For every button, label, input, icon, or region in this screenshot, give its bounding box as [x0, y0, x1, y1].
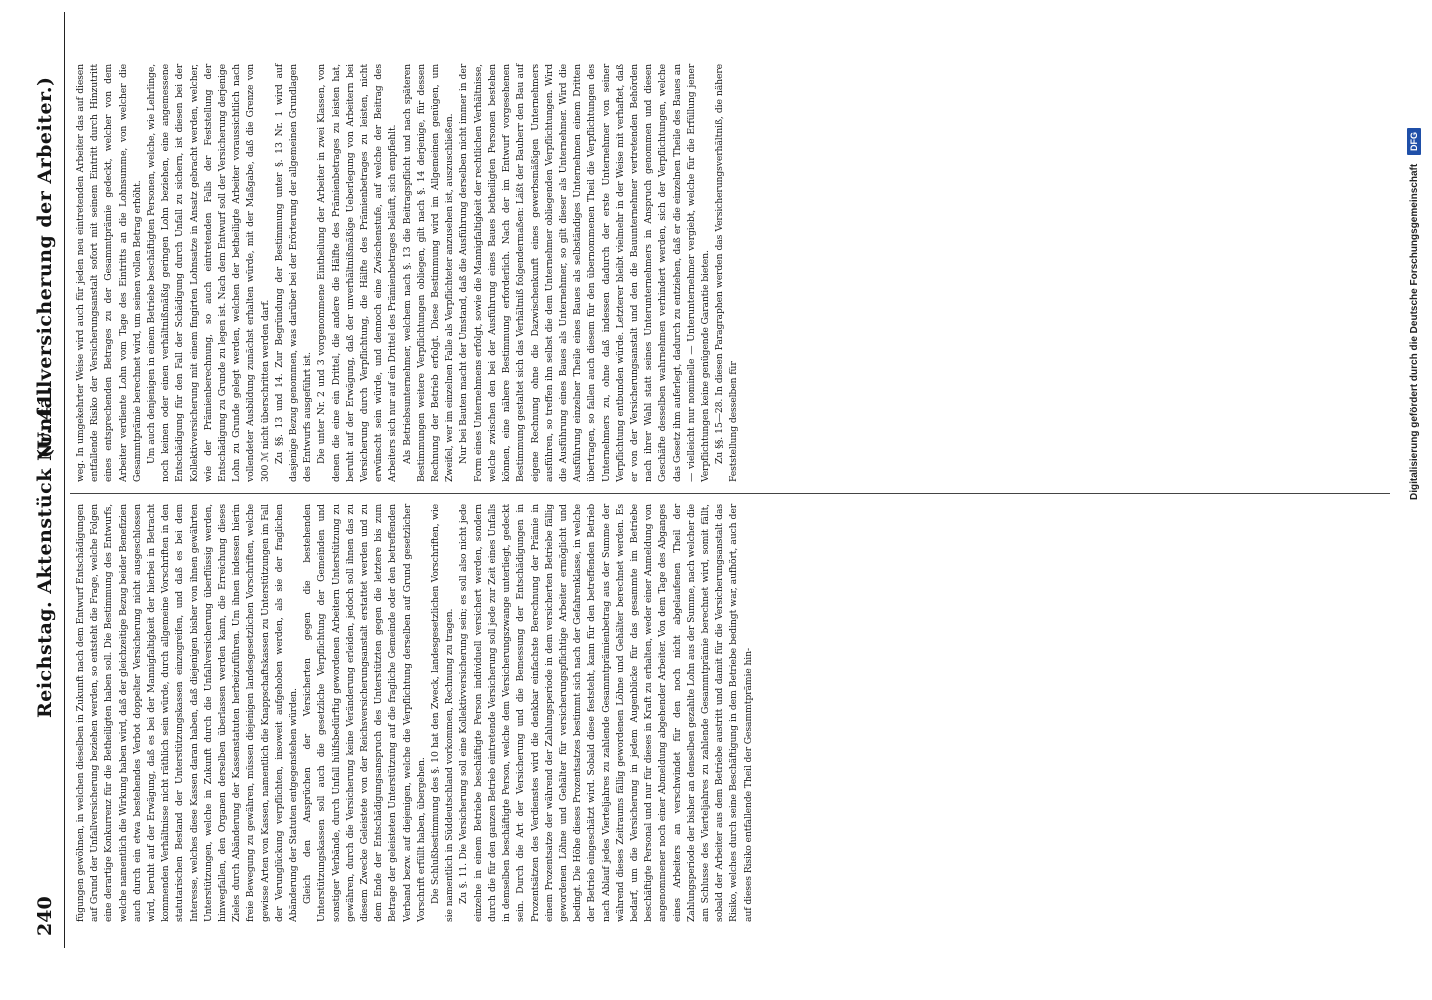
paragraph: Zu §. 11. Die Versicherung soll eine Kollektivversicherung sein; es soll also nicht jede einzelne in einem Betriebe beschäftigte Person individuell versichert werden, sondern durch die für den ganzen Betrieb eintretende Versicherung soll jede zur Zeit eines Unfalls in demselben beschäftigte Person, welche dem Versicherungszwange unterliegt, gedeckt sein. Durch die Art der Versicherung und die Bemessung der Entschädigungen in Prozentsätzen des Verdienstes wird die denkbar einfachste Berechnung der Prämie in einem Prozentsatze der während der Zahlungsperiode in dem versicherten Betriebe fällig gewordenen Löhne und Gehälter für versicherungspflichtige Arbeiter ermöglicht und bedingt. Die Höhe dieses Prozentsatzes bestimmt sich nach der Gefahrenklasse, in welche der Betrieb eingeschätzt wird. Sobald diese feststeht, kann für den betreffenden Betrieb nach Ablauf jedes Vierteljahres zu zahlende Gesammtprämienbetrag aus der Summe der während dieses Zeitraums fällig gewordenen Löhne und Gehälter berechnet werden. Es bedarf, um die Versicherung in jedem Augenblicke für das gesammte im Betriebe beschäftigte Personal und nur für dieses in Kraft zu erhalten, weder einer Anmeldung von angenommener noch einer Abmeldung abgehender Arbeiter. Von dem Tage des Abganges eines Arbeiters an verschwindet für den noch nicht abgelaufenen Theil der Zahlungsperiode der bisher an denselben gezahlte Lohn aus der Summe, nach welcher die am Schlusse des Vierteljahres zu zahlende Gesammtprämie berechnet wird, somit fällt, sobald der Arbeiter aus dem Betriebe austritt und damit für die Versicherungsanstalt das Risiko, welches durch seine Beschäftigung in dem Betriebe bedingt war, aufhört, auch der auf dieses Risiko entfallende Theil der Gesammtprämie hin-	[458, 504, 754, 922]
dfg-logo: DFG	[1407, 128, 1421, 155]
paragraph: fügungen gewöhnen, in welchen dieselben in Zukunft nach dem Entwurf Entschädigungen auf Grund der Unfallversicherung beziehen werden, so entsteht die Frage, welche Folgen eine derartige Konkurrenz für die Betheiligten haben soll. Die Bestimmung des Entwurfs, welche namentlich die Wirkung haben wird, daß der gleichzeitige Bezug beider Benefizien auch durch ein etwa bestehendes Verbot doppelter Versicherung nicht ausgeschlossen wird, beruht auf der Erwägung, daß es bei der Mannigfaltigkeit der hierbei in Betracht kommenden Verhältnisse nicht räthlich sein würde, durch allgemeine Vorschriften in den statutarischen Bestand der Unterstützungskassen einzugreifen, und daß es bei dem Interesse, welches diese Kassen daran haben, daß diejenigen bisher von ihnen gewährten Unterstützungen, welche in Zukunft durch die Unfallversicherung überflüssig werden, hinwegfallen, den Organen derselben überlassen werden kann, die Erreichung dieses Zieles durch Abänderung der Kassenstatuten herbeizuführen. Um ihnen indessen hierin freie Bewegung zu gewähren, müssen diejenigen landesgesetzlichen Vorschriften, welche gewisse Arten von Kassen, namentlich die Knappschaftskassen zu Unterstützungen im Fall der Verunglückung verpflichten, insoweit aufgehoben werden, als sie der fraglichen Abänderung der Statuten entgegenstehen würden.	[75, 504, 300, 922]
digitization-attribution	[1404, 10, 1426, 500]
paragraph: Die unter Nr. 2 und 3 vorgenommene Eintheilung der Arbeiter in zwei Klassen, von denen die eine ein Drittel, die andere die Hälfte des Prämienbetrages zu leisten hat, beruht auf der Erwägung, daß der unverhältnißmäßige Ueberlegung von Arbeitern bei Versicherung durch Verpflichtung, die Hälfte des Prämienbetrages zu leisten, nicht erwünscht sein würde, und dennoch eine Zwischenstufe, auf welche der Beitrag des Arbeiters sich nur auf ein Drittel des Prämienbetrages beläuft, sich empfiehlt.	[316, 64, 399, 482]
running-header	[28, 12, 62, 948]
paragraph: Gleich den Ansprüchen der Versicherten gegen die bestehenden Unterstützungskassen soll auch die gesetzliche Verpflichtung der Gemeinden und sonstiger Verbände, durch Unfall hülfsbedürftig gewordenen Arbeitern Unterstützung zu gewähren, durch die Versicherung keine Veränderung erleiden, jedoch soll ihnen das zu diesem Zwecke Geleistete von der Reichsversicherungsanstalt erstattet werden und zu dem Ende der Entschädigungsanspruch des Unterstützten gegen die letztere bis zum Betrage der geleisteten Unterstützung auf die fragliche Gemeinde oder den betreffenden Verband bezw. auf diejenigen, welche die Verpflichtung derselben auf Grund gesetzlicher Vorschrift erfüllt haben, übergehen.	[302, 504, 427, 922]
paragraph: Nur bei Bauten macht der Umstand, daß die Ausführung derselben nicht immer in der Form eines Unternehmens erfolgt, sowie die Mannigfaltigkeit der rechtlichen Verhältnisse, welche zwischen den bei der Ausführung eines Baues betheiligten Personen bestehen können, eine nähere Bestimmung erforderlich. Nach der im Entwurf vorgesehenen Bestimmung gestaltet sich das Verhältniß folgendermaßen: Läßt der Bauherr den Bau auf eigene Rechnung ohne die Dazwischenkunft eines gewerbsmäßigen Unternehmers ausführen, so treffen ihn selbst die dem Unternehmer obliegenden Verpflichtungen. Wird die Ausführung eines Baues als Unternehmer, so gilt dieser als Unternehmer. Wird die Ausführung einzelner Theile eines Baues als selbständiges Unternehmen einem Dritten übertragen, so fallen auch diesem für den übernommenen Theil die Verpflichtungen des Unternehmers zu, ohne daß indessen dadurch der erste Unternehmer von seiner Verpflichtung entbunden würde. Letzterer bleibt vielmehr in der Weise mit verhaftet, daß er von der Versicherungsanstalt und den die Bauunternehmer vertretenden Behörden nach ihrer Wahl statt seines Unterunternehmers in Anspruch genommen und diesen Geschäfte desselben wahrnehmen verhindert werden, sich der Verpflichtungen, welche das Gesetz ihm auferlegt, dadurch zu entziehen, daß er die einzelnen Theile des Baues an — vielleicht nur nominelle — Unterunternehmer vergiebt, welche für die Erfüllung jener Verpflichtungen keine genügende Garantie bieten.	[458, 64, 711, 482]
header-title: Reichstag. Aktenstück Nr. 41.	[34, 385, 56, 718]
paragraph: Als Betriebsunternehmer, welchem nach §. 13 die Beitragspflicht und nach späteren Bestimmungen weitere Verpflichtungen obliegen, gilt nach §. 14 derjenige, für dessen Rechnung der Betrieb erfolgt. Diese Bestimmung wird im Allgemeinen genügen, um Zweifel, wer im einzelnen Falle als Verpflichteter anzusehen ist, auszuschließen.	[401, 64, 456, 482]
header-subject: (Unfallversicherung der Arbeiter.)	[34, 76, 56, 458]
text-column-right	[74, 64, 742, 482]
paragraph: Zu §§. 13 und 14. Zur Begründung der Bestimmung unter §. 13 Nr. 1 wird auf dasjenige Bezug genommen, was darüber bei der Erörterung der allgemeinen Grundlagen des Entwurfs ausgeführt ist.	[273, 64, 314, 482]
attribution-text: Digitalisierung gefördert durch die Deutsche Forschungsgemeinschaft	[1409, 163, 1420, 500]
page-number: 240	[34, 896, 56, 936]
paragraph: Um auch denjenigen in einem Betriebe beschäftigten Personen, welche, wie Lehrlinge, noch keinen oder einen verhältnißmäßig geringen Lohn beziehen, eine angemessene Entschädigung für den Fall der Schädigung durch Unfall zu sichern, ist diesen bei der Kollektivversicherung mit einem fingirten Lohnsatze in Ansatz gebracht werden, welcher, wie der Prämienberechnung, so auch eintretenden Falls der Feststellung der Entschädigung zu Grunde zu legen ist. Nach dem Entwurf soll der Versicherung derjenige Lohn zu Grunde gelegt werden, welchen der betheiligte Arbeiter voraussichtlich nach vollendeter Ausbildung zunächst erhalten würde, mit der Maßgabe, daß die Grenze von 300 ℳ nicht überschritten werden darf.	[146, 64, 271, 482]
header-rule	[64, 12, 65, 948]
paragraph: Zu §§. 15—28. In diesen Paragraphen werden das Versicherungsverhältniß, die nähere Feststellung desselben für	[714, 64, 740, 482]
column-divider	[70, 493, 1390, 494]
text-column-left	[74, 504, 756, 922]
paragraph: weg. In umgekehrter Weise wird auch für jeden neu eintretenden Arbeiter das auf diesen entfallende Risiko der Versicherungsanstalt sofort mit seinem Eintritt durch Hinzutritt eines entsprechenden Betrages zu der Gesammtprämie gedeckt, welcher von dem Arbeiter verdiente Lohn vom Tage des Eintritts an die Lohnsumme, von welcher die Gesammtprämie berechnet wird, um seinen vollen Betrag erhöht.	[75, 64, 143, 482]
paragraph: Die Schlußbestimmung des §. 10 hat den Zweck, landesgesetzlichen Vorschriften, wie sie namentlich in Süddeutschland vorkommen, Rechnung zu tragen.	[430, 504, 456, 922]
